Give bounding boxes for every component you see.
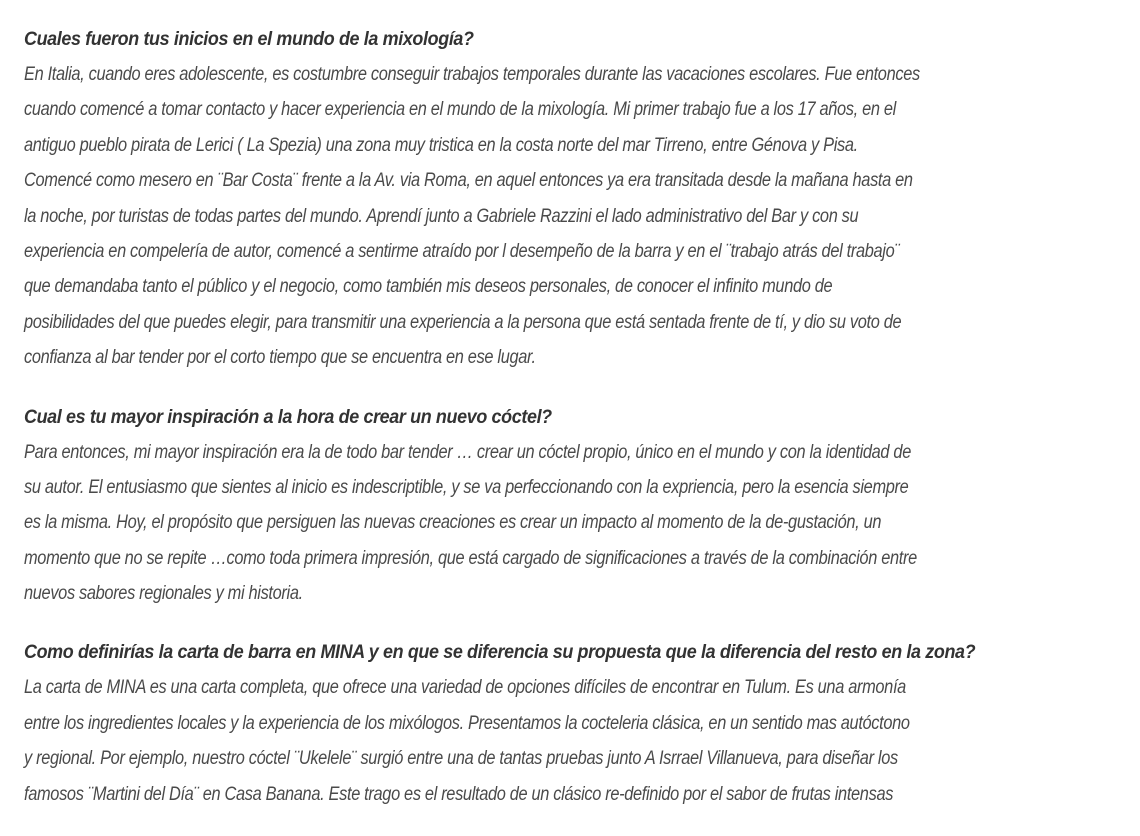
answer-line: cuando comencé a tomar contacto y hacer experiencia en el mundo de la mixología. Mi primer trabajo fue a los 17 años, en el xyxy=(24,98,896,121)
answer-line: Para entonces, mi mayor inspiración era la de todo bar tender … crear un cóctel propio, único en el mundo y con la identidad de xyxy=(24,440,911,463)
answer-line: antiguo pueblo pirata de Lerici ( La Spezia) una zona muy tristica en la costa norte del mar Tirreno, entre Génova y Pisa. xyxy=(24,133,858,156)
answer-line: experiencia en compelería de autor, comencé a sentirme atraído por l desempeño de la barra y en el ¨trabajo atrás del trabajo¨ xyxy=(24,239,900,262)
answer-line: posibilidades del que puedes elegir, para transmitir una experiencia a la persona que está sentada frente de tí, y dio su voto de xyxy=(24,310,902,333)
qa-section-1 xyxy=(24,22,1124,376)
answer-line: momento que no se repite …como toda primera impresión, que está cargado de significaciones a través de la combinación entre xyxy=(24,546,917,569)
question-heading: Como definirías la carta de barra en MINA y en que se diferencia su propuesta que la diferencia del resto en la zona? xyxy=(24,641,976,664)
answer-line: la noche, por turistas de todas partes del mundo. Aprendí junto a Gabriele Razzini el lado administrativo del Bar y con su xyxy=(24,204,859,227)
answer-line: Comencé como mesero en ¨Bar Costa¨ frente a la Av. via Roma, en aquel entonces ya era transitada desde la mañana hasta en xyxy=(24,169,913,192)
answer-line: es la misma. Hoy, el propósito que persiguen las nuevas creaciones es crear un impacto al momento de la de-gustación, un xyxy=(24,511,882,534)
answer-line: que demandaba tanto el público y el negocio, como también mis deseos personales, de conocer el infinito mundo de xyxy=(24,275,833,298)
qa-section-2 xyxy=(24,400,1124,612)
answer-line: En Italia, cuando eres adolescente, es costumbre conseguir trabajos temporales durante las vacaciones escolares. Fue entonces xyxy=(24,63,920,85)
question-heading: Cual es tu mayor inspiración a la hora de crear un nuevo cóctel? xyxy=(24,405,552,428)
answer-line: confianza al bar tender por el corto tiempo que se encuentra en ese lugar. xyxy=(24,346,536,369)
qa-section-3 xyxy=(24,635,1124,812)
answer-line: y regional. Por ejemplo, nuestro cóctel ¨Ukelele¨ surgió entre una de tantas pruebas junto A Isrrael Villanueva, para diseñar los xyxy=(24,747,898,770)
answer-line: entre los ingredientes locales y la experiencia de los mixólogos. Presentamos la cocteleria clásica, en un sentido mas autóctono xyxy=(24,711,910,734)
answer-line: su autor. El entusiasmo que sientes al inicio es indescriptible, y se va perfeccionando con la expriencia, pero la esencia siempre xyxy=(24,475,909,498)
answer-line: famosos ¨Martini del Día¨ en Casa Banana. Este trago es el resultado de un clásico re-definido por el sabor de frutas intensas xyxy=(24,782,894,805)
answer-line: nuevos sabores regionales y mi historia. xyxy=(24,582,303,605)
interview-document xyxy=(24,22,1124,836)
answer-line: La carta de MINA es una carta completa, que ofrece una variedad de opciones difíciles de encontrar en Tulum. Es una armonía xyxy=(24,676,906,699)
question-heading: Cuales fueron tus inicios en el mundo de la mixología? xyxy=(24,28,474,50)
